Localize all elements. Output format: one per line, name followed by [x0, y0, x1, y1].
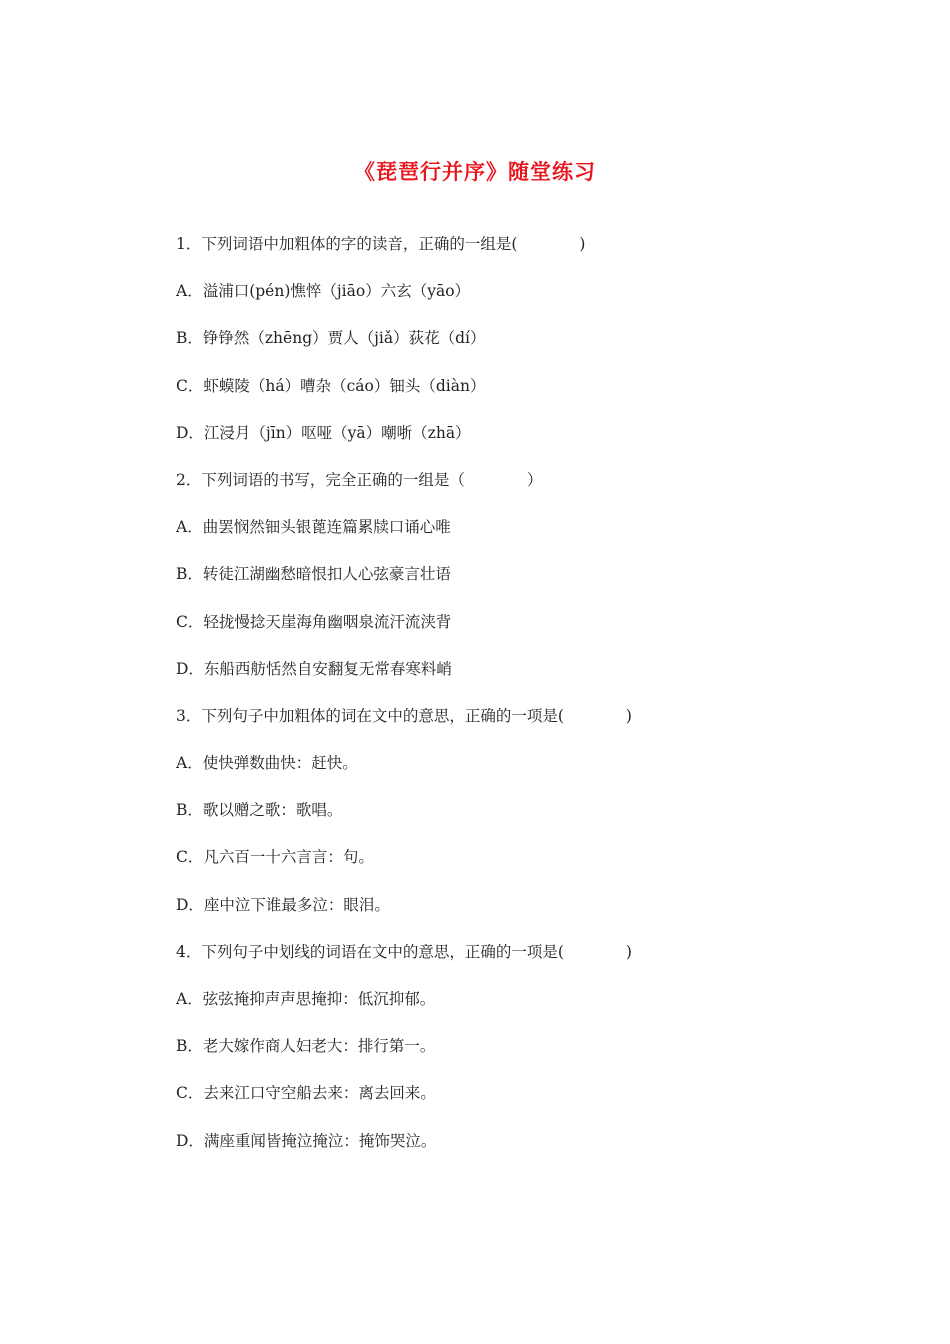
q2-option-d: D．东船西舫恬然自安翻复无常春寒料峭 [176, 659, 452, 678]
q1-option-a: A．溢浦口(pén)憔悴（jiāo）六玄（yāo） [176, 282, 471, 301]
q2-option-c: C．轻拢慢捻天崖海角幽咽泉流汗流浃背 [176, 612, 452, 631]
q2-option-b: B．转徒江湖幽愁暗恨扣人心弦豪言壮语 [176, 565, 451, 584]
q1-option-d: D．江浸月（jīn）呕哑（yā）嘲哳（zhā） [176, 423, 471, 442]
q3-option-d: D．座中泣下谁最多泣：眼泪。 [176, 895, 390, 914]
q3-option-c: C．凡六百一十六言言：句。 [176, 848, 374, 867]
q1-option-b: B．铮铮然（zhēng）贾人（jiǎ）荻花（dí） [176, 329, 486, 348]
q4-option-c: C．去来江口守空船去来：离去回来。 [176, 1084, 436, 1103]
q4-stem: 4．下列句子中划线的词语在文中的意思，正确的一项是( ) [176, 942, 632, 961]
q4-option-d: D．满座重闻皆掩泣掩泣：掩饰哭泣。 [176, 1131, 437, 1150]
q3-option-a: A．使快弹数曲快：赶快。 [176, 754, 358, 773]
question-list [176, 230, 876, 1174]
q2-option-a: A．曲罢悯然钿头银蓖连篇累牍口诵心唯 [176, 518, 451, 537]
q2-stem: 2．下列词语的书写，完全正确的一组是（ ） [176, 470, 543, 489]
q1-option-c: C．虾蟆陵（há）嘈杂（cáo）钿头（diàn） [176, 376, 486, 395]
q3-option-b: B．歌以赠之歌：歌唱。 [176, 801, 343, 820]
q3-stem: 3．下列句子中加粗体的词在文中的意思，正确的一项是( ) [176, 706, 632, 725]
page-title: 《琵琶行并序》随堂练习 [354, 160, 596, 184]
q4-option-b: B．老大嫁作商人妇老大：排行第一。 [176, 1037, 436, 1056]
q1-stem: 1．下列词语中加粗体的字的读音，正确的一组是( ) [176, 235, 586, 253]
q4-option-a: A．弦弦掩抑声声思掩抑：低沉抑郁。 [176, 990, 436, 1008]
